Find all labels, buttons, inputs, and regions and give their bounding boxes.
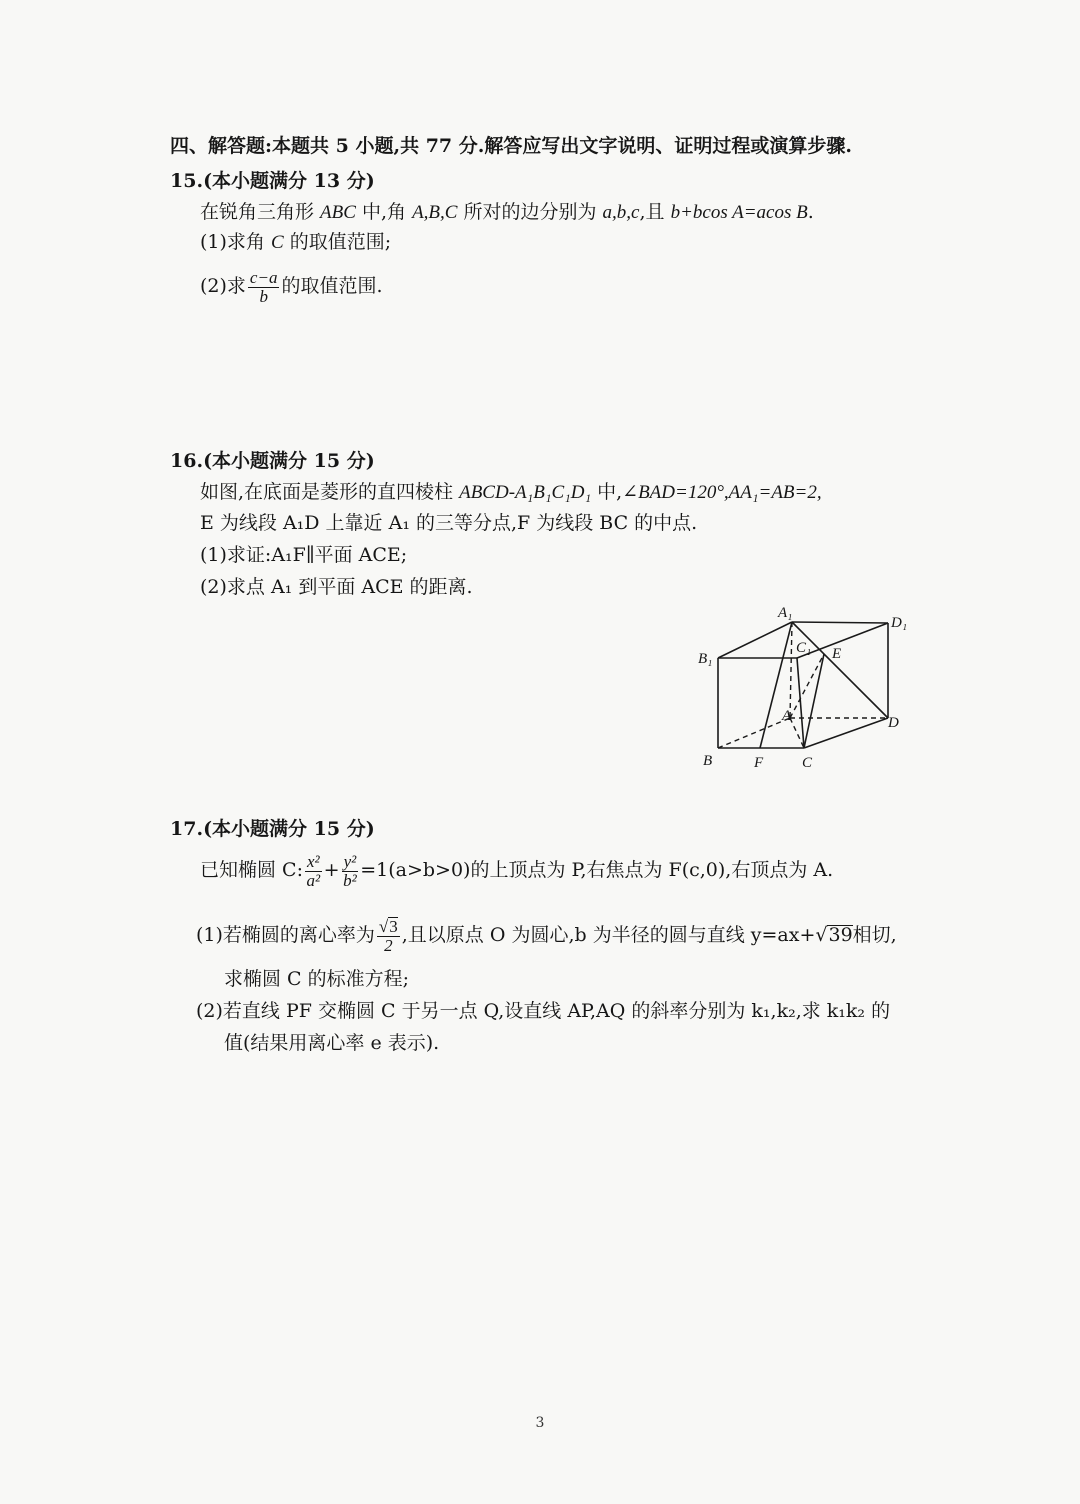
q17-part1-text: (1)若椭圆的离心率为 [196, 924, 375, 946]
q17-stem-text: =1(a>b>0)的上顶点为 P,右焦点为 F(c,0),右顶点为 A. [360, 859, 834, 881]
q17-eccentricity-numerator: √3 [378, 917, 398, 936]
q15-fraction-numerator: c−a [249, 267, 278, 287]
edge-A1A-hidden [790, 622, 792, 718]
q17-part1 [196, 915, 897, 955]
segment-A1F [760, 622, 792, 748]
label-C: C [802, 755, 813, 771]
q17-part1-line2: 求椭圆 C 的标准方程; [224, 968, 410, 990]
q15-stem-text: ,且 [639, 201, 671, 223]
section-header: 四、解答题:本题共 5 小题,共 77 分.解答应写出文字说明、证明过程或演算步骤. [170, 135, 852, 157]
q15-fraction-denominator: b [259, 286, 268, 306]
q15-equation: b+bcos A=acos B [670, 202, 808, 223]
q15-part2 [200, 266, 383, 306]
q17-score: (本小题满分 15 分) [203, 818, 375, 840]
edge-A1D1 [792, 622, 888, 623]
q15-part2-text: (2)求 [200, 275, 246, 297]
q15-part1 [200, 228, 391, 257]
q15-angles: A,B,C [412, 202, 458, 223]
q16-line2: E 为线段 A₁D 上靠近 A₁ 的三等分点,F 为线段 BC 的中点. [200, 512, 698, 534]
q15-stem-text: 所对的边分别为 [457, 201, 603, 223]
segment-EC [804, 654, 824, 748]
q16-prism: ABCD-A₁B₁C₁D₁ [459, 482, 592, 503]
edge-CD [804, 718, 888, 748]
q16-text: 如图,在底面是菱形的直四棱柱 [200, 481, 460, 503]
label-C1: C₁ [796, 640, 812, 656]
q17-sqrt-39: √39 [815, 924, 853, 946]
q17-stem [200, 850, 833, 890]
q16-condition: ∠BAD=120°,AA₁=AB=2, [622, 482, 822, 503]
edge-B1A1 [718, 622, 792, 658]
q17-fraction-x [305, 853, 322, 890]
q15-stem [200, 198, 814, 227]
q17-sqrt-3: 3 [389, 917, 398, 936]
prism-figure [690, 600, 920, 780]
label-F: F [754, 755, 764, 771]
q15-score: (本小题满分 13 分) [203, 170, 375, 192]
q17-header [170, 815, 375, 843]
q17-part1-text: 相切, [852, 924, 897, 946]
q17-sqrt-39-value: 39 [828, 924, 853, 946]
q17-fraction-x-denominator: a² [306, 870, 321, 890]
label-A1: A₁ [778, 605, 793, 621]
q17-fraction-y-denominator: b² [343, 870, 357, 890]
q15-fraction [248, 269, 280, 306]
q15-sides: a,b,c [602, 202, 640, 223]
q17-eccentricity-denominator: 2 [384, 936, 393, 955]
q16-number: 16. [170, 450, 204, 472]
q15-stem-text: 中,角 [355, 201, 413, 223]
q16-part1: (1)求证:A₁F∥平面 ACE; [200, 544, 408, 566]
q17-part2-line1: (2)若直线 PF 交椭圆 C 于另一点 Q,设直线 AP,AQ 的斜率分别为 k₁,k₂,求 k₁k₂ 的 [196, 1000, 891, 1022]
page-number: 3 [535, 1415, 545, 1431]
label-B1: B₁ [698, 651, 713, 667]
q16-header [170, 447, 375, 475]
q17-fraction-x-numerator: x² [306, 851, 320, 871]
q16-score: (本小题满分 15 分) [203, 450, 375, 472]
q15-triangle: ABC [320, 202, 356, 223]
q17-fraction-y-numerator: y² [343, 851, 357, 871]
q15-stem-text: 在锐角三角形 [200, 201, 321, 223]
edge-BA-hidden [718, 718, 790, 748]
q17-fraction-y [342, 853, 359, 890]
q15-part2-text: 的取值范围. [281, 275, 383, 297]
q15-part1-var: C [270, 232, 284, 253]
label-A: A [782, 708, 792, 724]
q15-number: 15. [170, 170, 204, 192]
q16-part2: (2)求点 A₁ 到平面 ACE 的距离. [200, 576, 473, 598]
q16-line1 [200, 478, 822, 507]
segment-AE-hidden [790, 654, 824, 718]
q15-part1-text: 的取值范围; [283, 231, 392, 253]
label-B: B [703, 753, 713, 769]
q16-text: 中, [591, 481, 623, 503]
label-D1: D₁ [891, 615, 908, 631]
q17-part2-line2: 值(结果用离心率 e 表示). [224, 1032, 440, 1054]
q17-part1-text: ,且以原点 O 为圆心,b 为半径的圆与直线 y=ax+ [401, 924, 816, 946]
label-D: D [888, 715, 899, 731]
segment-A1D [792, 622, 888, 718]
q15-header [170, 167, 375, 195]
q15-stem-text: . [807, 201, 814, 223]
label-E: E [832, 646, 842, 662]
q17-eccentricity-fraction [377, 917, 400, 955]
q17-stem-text: 已知椭圆 C: [200, 859, 303, 881]
q17-number: 17. [170, 818, 204, 840]
q17-plus: + [323, 859, 340, 881]
q15-part1-text: (1)求角 [200, 231, 271, 253]
